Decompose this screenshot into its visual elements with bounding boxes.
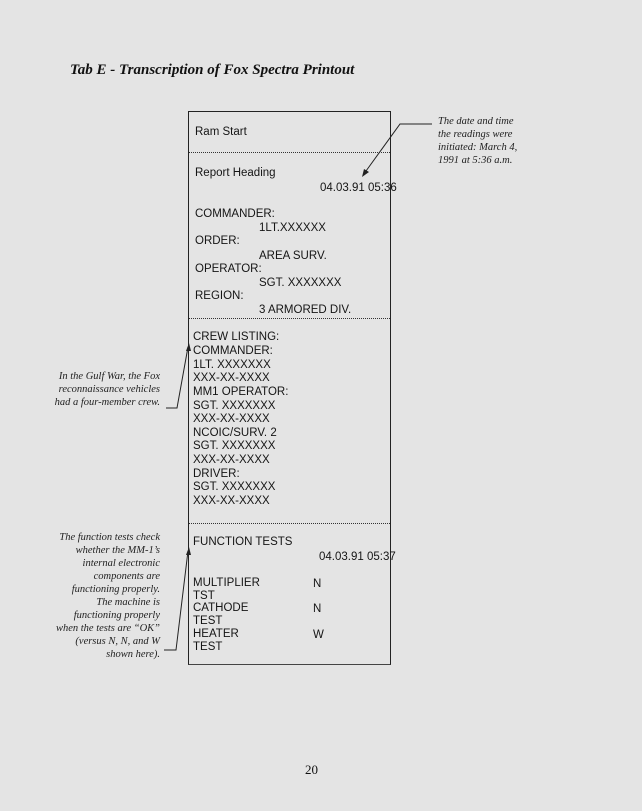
crew-line: XXX-XX-XXXX [193,454,270,466]
region-value: 3 ARMORED DIV. [259,304,352,316]
test-name: MULTIPLIER [193,577,260,589]
crew-line: SGT. XXXXXXX [193,481,276,493]
crew-line: SGT. XXXXXXX [193,440,276,452]
operator-label: OPERATOR: [195,263,262,275]
crew-note: In the Gulf War, the Fox reconnaissance vehicles had a four-member crew. [54,371,160,408]
test-result: N [313,578,322,590]
date-pointer-line [366,124,432,171]
date-note: The date and time the readings were initiated: March 4, 1991 at 5:36 a.m. [438,116,518,166]
arrowhead-icon [186,547,191,555]
test-name: CATHODE [193,602,249,614]
tests-pointer-line [164,551,188,650]
crew-line: NCOIC/SURV. 2 [193,427,277,439]
test-result: W [313,629,324,641]
commander-label: COMMANDER: [195,208,275,220]
crew-line: SGT. XXXXXXX [193,400,276,412]
crew-line: MM1 OPERATOR: [193,386,289,398]
operator-value: SGT. XXXXXXX [259,277,342,289]
arrowhead-icon [186,343,191,351]
test-name-cont: TEST [193,641,223,653]
function-datetime: 04.03.91 05:37 [319,551,396,563]
commander-value: 1LT.XXXXXX [259,222,326,234]
order-label: ORDER: [195,235,240,247]
test-name: HEATER [193,628,239,640]
crew-line: XXX-XX-XXXX [193,413,270,425]
crew-line: COMMANDER: [193,345,273,357]
function-tests-label: FUNCTION TESTS [193,536,293,548]
crew-line: XXX-XX-XXXX [193,495,270,507]
crew-line: CREW LISTING: [193,331,280,343]
crew-line: 1LT. XXXXXXX [193,359,271,371]
test-name-cont: TEST [193,615,223,627]
ram-start-label: Ram Start [195,126,247,138]
report-datetime: 04.03.91 05:36 [320,182,397,194]
order-value: AREA SURV. [259,250,327,262]
report-heading-label: Report Heading [195,167,276,179]
crew-line: DRIVER: [193,468,240,480]
crew-line: XXX-XX-XXXX [193,372,270,384]
arrowhead-icon [362,169,369,177]
page-title: Tab E - Transcription of Fox Spectra Printout [70,62,355,78]
region-label: REGION: [195,290,244,302]
test-name-cont: TST [193,590,215,602]
page-number: 20 [305,762,318,777]
tests-note: The function tests check whether the MM-1’s internal electronic components are functioning properly. The machine is functioning properly when the tests are “OK” (versus N, N, and W shown here). [55,532,160,660]
test-result: N [313,603,322,615]
crew-pointer-line [166,347,188,408]
